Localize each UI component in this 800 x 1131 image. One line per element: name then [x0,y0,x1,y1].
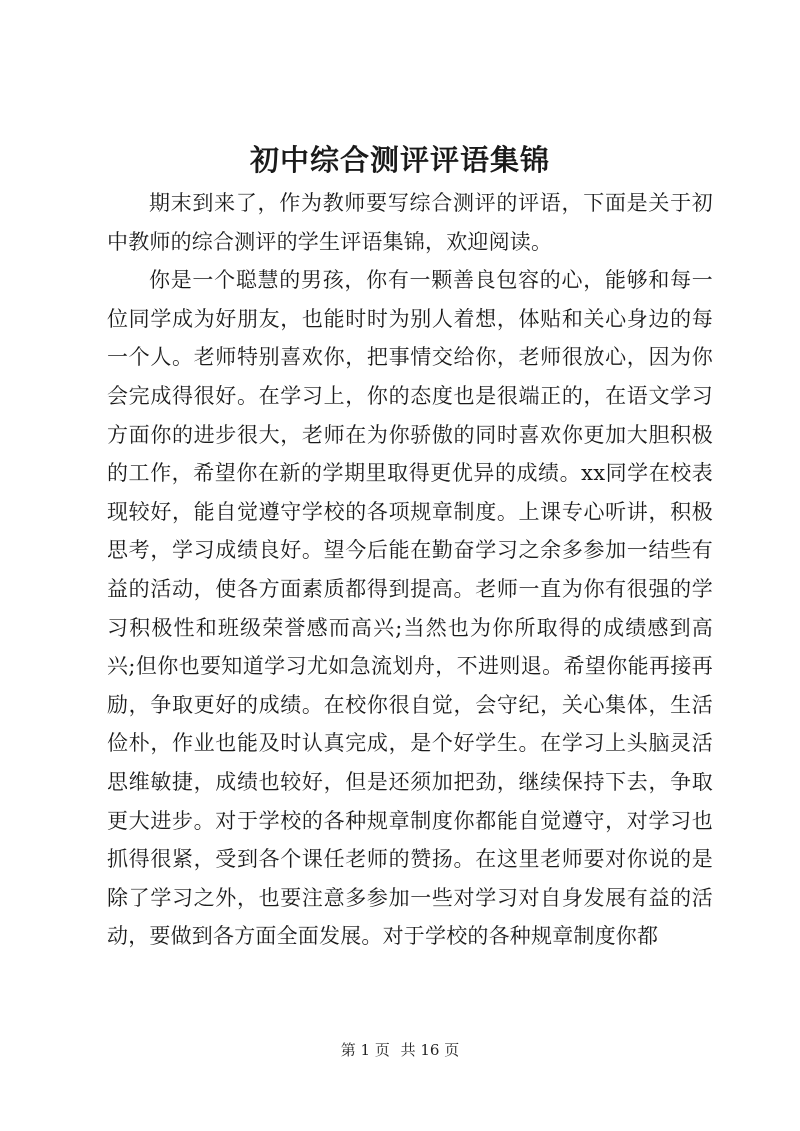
document-title: 初中综合测评评语集锦 [249,143,550,177]
page-footer [0,1040,800,1060]
page-number: 第 1 页 [340,1041,390,1059]
intro-paragraph: 期末到来了，作为教师要写综合测评的评语，下面是关于初中教师的综合测评的学生评语集锦，欢迎阅读。 [107,191,713,254]
comments-paragraph: 你是一个聪慧的男孩，你有一颗善良包容的心，能够和每一位同学成为好朋友，也能时时为别人着想，体贴和关心身边的每一个人。老师特别喜欢你，把事情交给你，老师很放心，因为你会完成得很好。在学习上，你的态度也是很端正的，在语文学习方面你的进步很大，老师在为你骄傲的同时喜欢你更加大胆积极的工作，希望你在新的学期里取得更优异的成绩。xx同学在校表现较好，能自觉遵守学校的各项规章制度。上课专心听讲，积极思考，学习成绩良好。望今后能在勤奋学习之余多参加一结些有益的活动，使各方面素质都得到提高。老师一直为你有很强的学习积极性和班级荣誉感而高兴;当然也为你所取得的成绩感到高兴;但你也要知道学习尤如急流划舟，不进则退。希望你能再接再励，争取更好的成绩。在校你很自觉，会守纪，关心集体，生活俭朴，作业也能及时认真完成，是个好学生。在学习上头脑灵活思维敏捷，成绩也较好，但是还须加把劲，继续保持下去，争取更大进步。对于学校的各种规章制度你都能自觉遵守，对学习也抓得很紧，受到各个课任老师的赞扬。在这里老师要对你说的是除了学习之外，也要注意多参加一些对学习对自身发展有益的活动，要做到各方面全面发展。对于学校的各种规章制度你都 [107,268,713,949]
page-total: 共 16 页 [400,1041,460,1059]
document-body [107,184,713,956]
